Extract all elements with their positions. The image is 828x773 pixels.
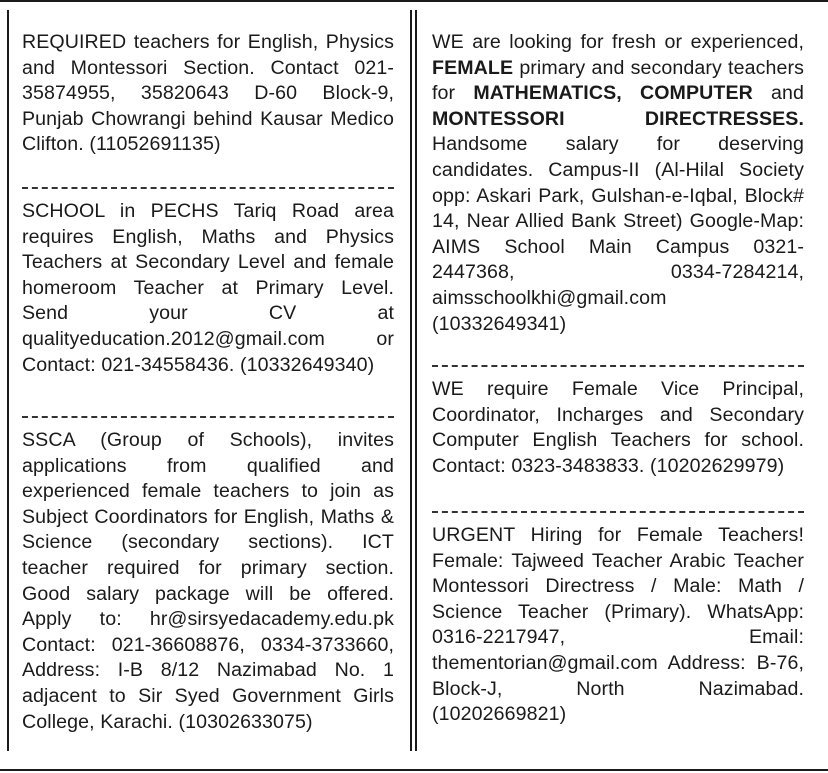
ad-mid-text: primary and secondary teachers for — [432, 56, 805, 105]
ad-vice-principal: WE require Female Vice Principal, Coordinator, Incharges and Secondary Computer English Teachers for school. Contact: 0323-3483833. (10202629979) — [432, 378, 804, 477]
ad-mid-text-and: and — [771, 82, 805, 105]
left-edge-rule — [7, 10, 9, 751]
ad-required-teachers: REQUIRED teachers for English, Physics and Montessori Section. Contact 021-35874955, 35820643 D-60 Block-9, Punjab Chowrangi behind Kausar Medico Clifton. (11052691135) — [22, 31, 394, 156]
ad-rest-text: Handsome salary for deserving candidates. Campus-II (Al-Hilal Society opp: Askari Park, Gulshan-e-Iqbal, Block# 14, Near Allied Bank Street) Google-Map: AIMS School Main Campus 0321-2447368, 0334-7284214, aimsschoolkhi@gmail.com (10332649341) — [432, 133, 804, 335]
top-rule — [0, 0, 828, 2]
ad-aims-school — [432, 30, 804, 356]
dashed-separator — [22, 416, 394, 418]
dashed-separator — [22, 187, 394, 189]
ad-ssca-group: SSCA (Group of Schools), invites applications from qualified and experienced female teachers to join as Subject Coordinators for English, Maths & Science (secondary sections). ICT teacher required for primary section. Good salary package will be offered. Apply to: hr@sirsyedacademy.edu.pk Contact: 021-36608876, 0334-3733660, Address: I-B 8/12 Nazimabad No. 1 adjacent to Sir Syed Government Girls College, Karachi. (10302633075) — [22, 429, 394, 733]
bottom-rule — [0, 769, 828, 771]
left-column — [22, 30, 394, 735]
ad-intro-text: WE are looking for fresh or experienced, — [432, 31, 804, 53]
dashed-separator — [432, 365, 804, 367]
ad-bold-subjects: MATHEMATICS, COMPUTER — [473, 82, 753, 105]
column-divider-left — [410, 10, 412, 751]
dashed-separator — [432, 511, 804, 513]
ad-bold-montessori: MONTESSORI DIRECTRESSES. — [432, 107, 804, 130]
column-divider-right — [415, 10, 417, 751]
ad-school-pechs: SCHOOL in PECHS Tariq Road area requires English, Maths and Physics Teachers at Secondary Level and female homeroom Teacher at Primary Level. Send your CV at qualityeducation.2012@gmail.com or Contact: 021-34558436. (10332649340) — [22, 200, 394, 376]
ad-bold-female: FEMALE — [432, 56, 514, 79]
right-column — [432, 30, 804, 728]
ad-urgent-hiring: URGENT Hiring for Female Teachers! Female: Tajweed Teacher Arabic Teacher Montessori Directress / Male: Math / Science Teacher (Primary). WhatsApp: 0316-2217947, Email: thementorian@gmail.com Address: B-76, Block-J, North Nazimabad. (10202669821) — [432, 524, 804, 726]
